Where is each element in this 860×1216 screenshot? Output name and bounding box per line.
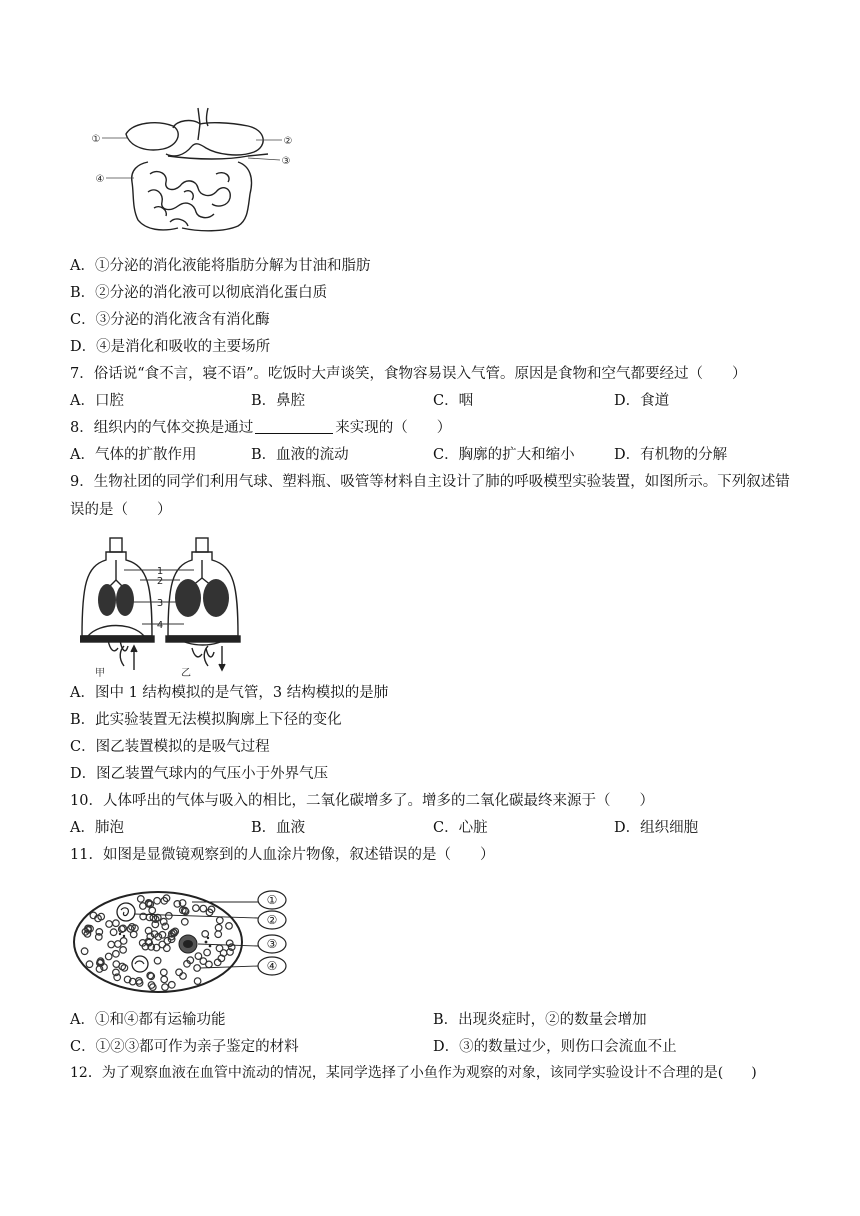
figure-label-3: ③ bbox=[281, 156, 291, 167]
lung-model-figure bbox=[80, 536, 250, 678]
red-blood-cell bbox=[130, 931, 137, 938]
q6-option-d: D．④是消化和吸收的主要场所 bbox=[70, 339, 271, 355]
q9-option-b: B．此实验装置无法模拟胸廓上下径的变化 bbox=[70, 712, 342, 728]
red-blood-cell bbox=[194, 965, 201, 972]
red-blood-cell bbox=[164, 945, 171, 952]
figure-label-2: ② bbox=[266, 913, 278, 927]
red-blood-cell bbox=[166, 913, 173, 920]
red-blood-cell bbox=[204, 949, 211, 956]
red-blood-cell bbox=[149, 907, 156, 914]
q6-option-b: B．②分泌的消化液可以彻底消化蛋白质 bbox=[70, 285, 328, 301]
q11-option-a: A．①和④都有运输功能 bbox=[70, 1012, 226, 1028]
red-blood-cell bbox=[108, 941, 115, 948]
red-blood-cell bbox=[169, 982, 176, 989]
figure-label-1: ① bbox=[91, 134, 101, 145]
red-blood-cell bbox=[215, 931, 222, 938]
q7-option-a: A．口腔 bbox=[70, 393, 124, 409]
red-blood-cell bbox=[202, 931, 209, 938]
figure-label-4: ④ bbox=[95, 174, 105, 185]
red-blood-cell bbox=[194, 978, 201, 985]
q10-option-b: B．血液 bbox=[251, 820, 306, 836]
red-blood-cell bbox=[113, 951, 120, 958]
q7-option-b: B．鼻腔 bbox=[251, 393, 306, 409]
figure-label-2: ② bbox=[283, 136, 293, 147]
q8-option-a: A．气体的扩散作用 bbox=[70, 447, 197, 463]
red-blood-cell bbox=[120, 947, 127, 954]
q11-option-b: B．出现炎症时，②的数量会增加 bbox=[433, 1012, 647, 1028]
red-blood-cell bbox=[106, 921, 113, 928]
red-blood-cell bbox=[214, 959, 221, 966]
red-blood-cell bbox=[161, 969, 168, 976]
red-blood-cell bbox=[215, 924, 222, 931]
q8-option-b: B．血液的流动 bbox=[251, 447, 349, 463]
figure-label-4: 4 bbox=[156, 620, 164, 631]
red-blood-cell bbox=[159, 941, 166, 948]
q7-option-d: D．食道 bbox=[614, 393, 670, 409]
answer-blank bbox=[255, 419, 333, 434]
figure-label-2: 2 bbox=[156, 576, 164, 587]
q9-option-a: A．图中 1 结构模拟的是气管，3 结构模拟的是肺 bbox=[70, 685, 389, 701]
red-blood-cell bbox=[182, 919, 189, 926]
red-blood-cell bbox=[154, 898, 161, 905]
caption-jia: 甲 bbox=[95, 668, 105, 678]
red-blood-cell bbox=[159, 932, 166, 939]
q6-option-a: A．①分泌的消化液能将脂肪分解为甘油和脂肪 bbox=[70, 258, 371, 274]
red-blood-cell bbox=[217, 917, 224, 924]
digestive-system-figure bbox=[88, 104, 298, 244]
caption-yi: 乙 bbox=[181, 668, 191, 678]
figure-label-3: 3 bbox=[156, 598, 164, 609]
q8-stem-after: 来实现的（ ） bbox=[335, 420, 452, 436]
q6-option-c: C．③分泌的消化液含有消化酶 bbox=[70, 312, 270, 328]
blood-smear-figure bbox=[72, 888, 294, 1000]
q10-option-a: A．肺泡 bbox=[70, 820, 124, 836]
red-blood-cell bbox=[206, 961, 213, 968]
red-blood-cell bbox=[226, 923, 233, 930]
figure-label-3: ③ bbox=[266, 937, 278, 951]
red-blood-cell bbox=[113, 961, 120, 968]
figure-label-4: ④ bbox=[266, 959, 278, 973]
red-blood-cell bbox=[161, 976, 168, 983]
q8-stem bbox=[70, 418, 451, 438]
q10-option-c: C．心脏 bbox=[433, 820, 488, 836]
q9-stem: 9．生物社团的同学们利用气球、塑料瓶、吸管等材料自主设计了肺的呼吸模型实验装置，如图所示。下列叙述错误的是（ ） bbox=[70, 474, 790, 518]
q9-option-d: D．图乙装置气球内的气压小于外界气压 bbox=[70, 766, 329, 782]
q9-option-c: C．图乙装置模拟的是吸气过程 bbox=[70, 739, 270, 755]
q7-stem: 7．俗话说“食不言，寝不语”。吃饭时大声谈笑，食物容易误入气管。原因是食物和空气都要经过（ ） bbox=[70, 366, 747, 382]
red-blood-cell bbox=[86, 961, 93, 968]
q8-option-d: D．有机物的分解 bbox=[614, 447, 728, 463]
red-blood-cell bbox=[81, 948, 88, 955]
red-blood-cell bbox=[154, 957, 161, 964]
q11-option-d: D．③的数量过少，则伤口会流血不止 bbox=[433, 1039, 677, 1055]
q11-option-c: C．①②③都可作为亲子鉴定的材料 bbox=[70, 1039, 299, 1055]
figure-label-1: ① bbox=[266, 893, 278, 907]
q7-option-c: C．咽 bbox=[433, 393, 474, 409]
q8-option-c: C．胸廓的扩大和缩小 bbox=[433, 447, 575, 463]
q10-stem: 10．人体呼出的气体与吸入的相比，二氧化碳增多了。增多的二氧化碳最终来源于（ ） bbox=[70, 793, 654, 809]
red-blood-cell bbox=[176, 969, 183, 976]
red-blood-cell bbox=[200, 905, 207, 912]
red-blood-cell bbox=[110, 929, 117, 936]
red-blood-cell bbox=[193, 905, 200, 912]
red-blood-cell bbox=[138, 896, 145, 903]
red-blood-cell bbox=[162, 984, 169, 991]
figure-label-1: 1 bbox=[156, 566, 164, 577]
red-blood-cell bbox=[150, 984, 157, 991]
q12-stem: 12．为了观察血液在血管中流动的情况，某同学选择了小鱼作为观察的对象，该同学实验设计不合理的是( ) bbox=[70, 1065, 757, 1081]
red-blood-cell bbox=[105, 953, 112, 960]
red-blood-cell bbox=[180, 973, 187, 980]
q8-stem-before: 8．组织内的气体交换是通过 bbox=[70, 420, 254, 436]
red-blood-cell bbox=[115, 941, 122, 948]
q11-stem: 11．如图是显微镜观察到的人血涂片物像，叙述错误的是（ ） bbox=[70, 847, 495, 863]
q10-option-d: D．组织细胞 bbox=[614, 820, 699, 836]
red-blood-cell bbox=[113, 920, 120, 927]
